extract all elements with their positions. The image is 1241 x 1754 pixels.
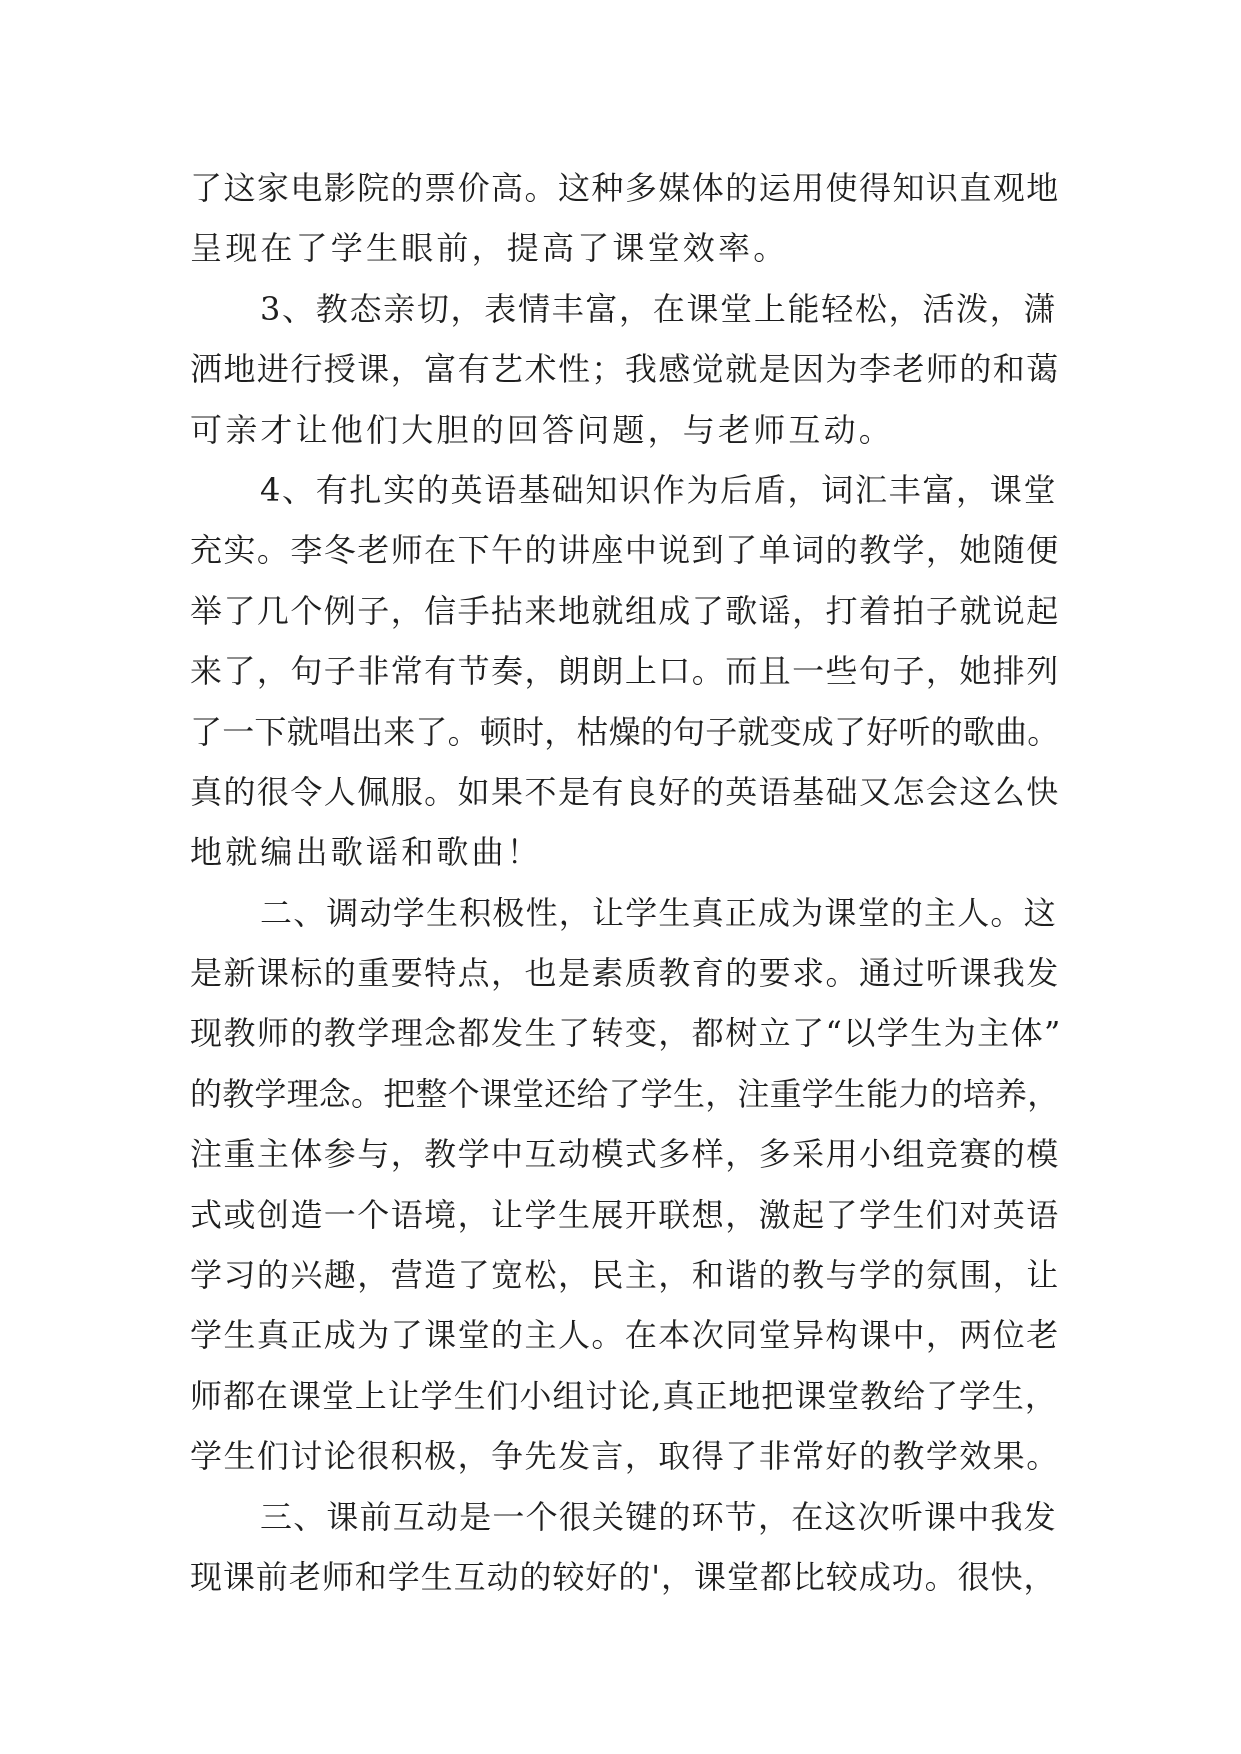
paragraph-first-line: 二、调动学生积极性，让学生真正成为课堂的主人。这 xyxy=(260,893,1057,932)
text-line: 注重主体参与，教学中互动模式多样，多采用小组竞赛的模 xyxy=(190,1135,1060,1174)
text-line: 学习的兴趣，营造了宽松，民主，和谐的教与学的氛围，让 xyxy=(190,1256,1060,1295)
text-line: 地就编出歌谣和歌曲！ xyxy=(190,833,543,872)
text-line: 充实。李冬老师在下午的讲座中说到了单词的教学，她随便 xyxy=(190,531,1060,570)
text-line: 是新课标的重要特点，也是素质教育的要求。通过听课我发 xyxy=(190,954,1060,993)
text-line: 了一下就唱出来了。顿时，枯燥的句子就变成了好听的歌曲。 xyxy=(190,712,1060,751)
text-line: 现课前老师和学生互动的较好的'，课堂都比较成功。很快， xyxy=(190,1557,1057,1596)
text-line: 洒地进行授课，富有艺术性；我感觉就是因为李老师的和蔼 xyxy=(190,350,1060,389)
text-line: 了这家电影院的票价高。这种多媒体的运用使得知识直观地 xyxy=(190,169,1060,207)
body-text xyxy=(190,158,1060,1607)
text-line: 现教师的教学理念都发生了转变，都树立了“以学生为主体” xyxy=(190,1014,1062,1053)
text-line: 举了几个例子，信手拈来地就组成了歌谣，打着拍子就说起 xyxy=(190,591,1060,630)
text-line: 式或创造一个语境，让学生展开联想，激起了学生们对英语 xyxy=(190,1195,1060,1234)
text-line: 真的很令人佩服。如果不是有良好的英语基础又怎会这么快 xyxy=(190,772,1060,811)
text-line: 的教学理念。把整个课堂还给了学生，注重学生能力的培养， xyxy=(190,1074,1060,1113)
text-line: 学生真正成为了课堂的主人。在本次同堂异构课中，两位老 xyxy=(190,1316,1060,1355)
text-line: 呈现在了学生眼前，提高了课堂效率。 xyxy=(190,229,789,268)
text-line: 来了，句子非常有节奏，朗朗上口。而且一些句子，她排列 xyxy=(190,652,1060,691)
text-line: 师都在课堂上让学生们小组讨论,真正地把课堂教给了学生， xyxy=(190,1376,1058,1415)
paragraph-first-line: 4、有扎实的英语基础知识作为后盾，词汇丰富，课堂 xyxy=(260,470,1058,509)
paragraph-first-line: 3、教态亲切，表情丰富，在课堂上能轻松，活泼，潇 xyxy=(260,289,1058,328)
paragraph-first-line: 三、课前互动是一个很关键的环节，在这次听课中我发 xyxy=(260,1497,1057,1536)
text-line: 学生们讨论很积极，争先发言，取得了非常好的教学效果。 xyxy=(190,1437,1060,1476)
text-line: 可亲才让他们大胆的回答问题，与老师互动。 xyxy=(190,410,895,449)
